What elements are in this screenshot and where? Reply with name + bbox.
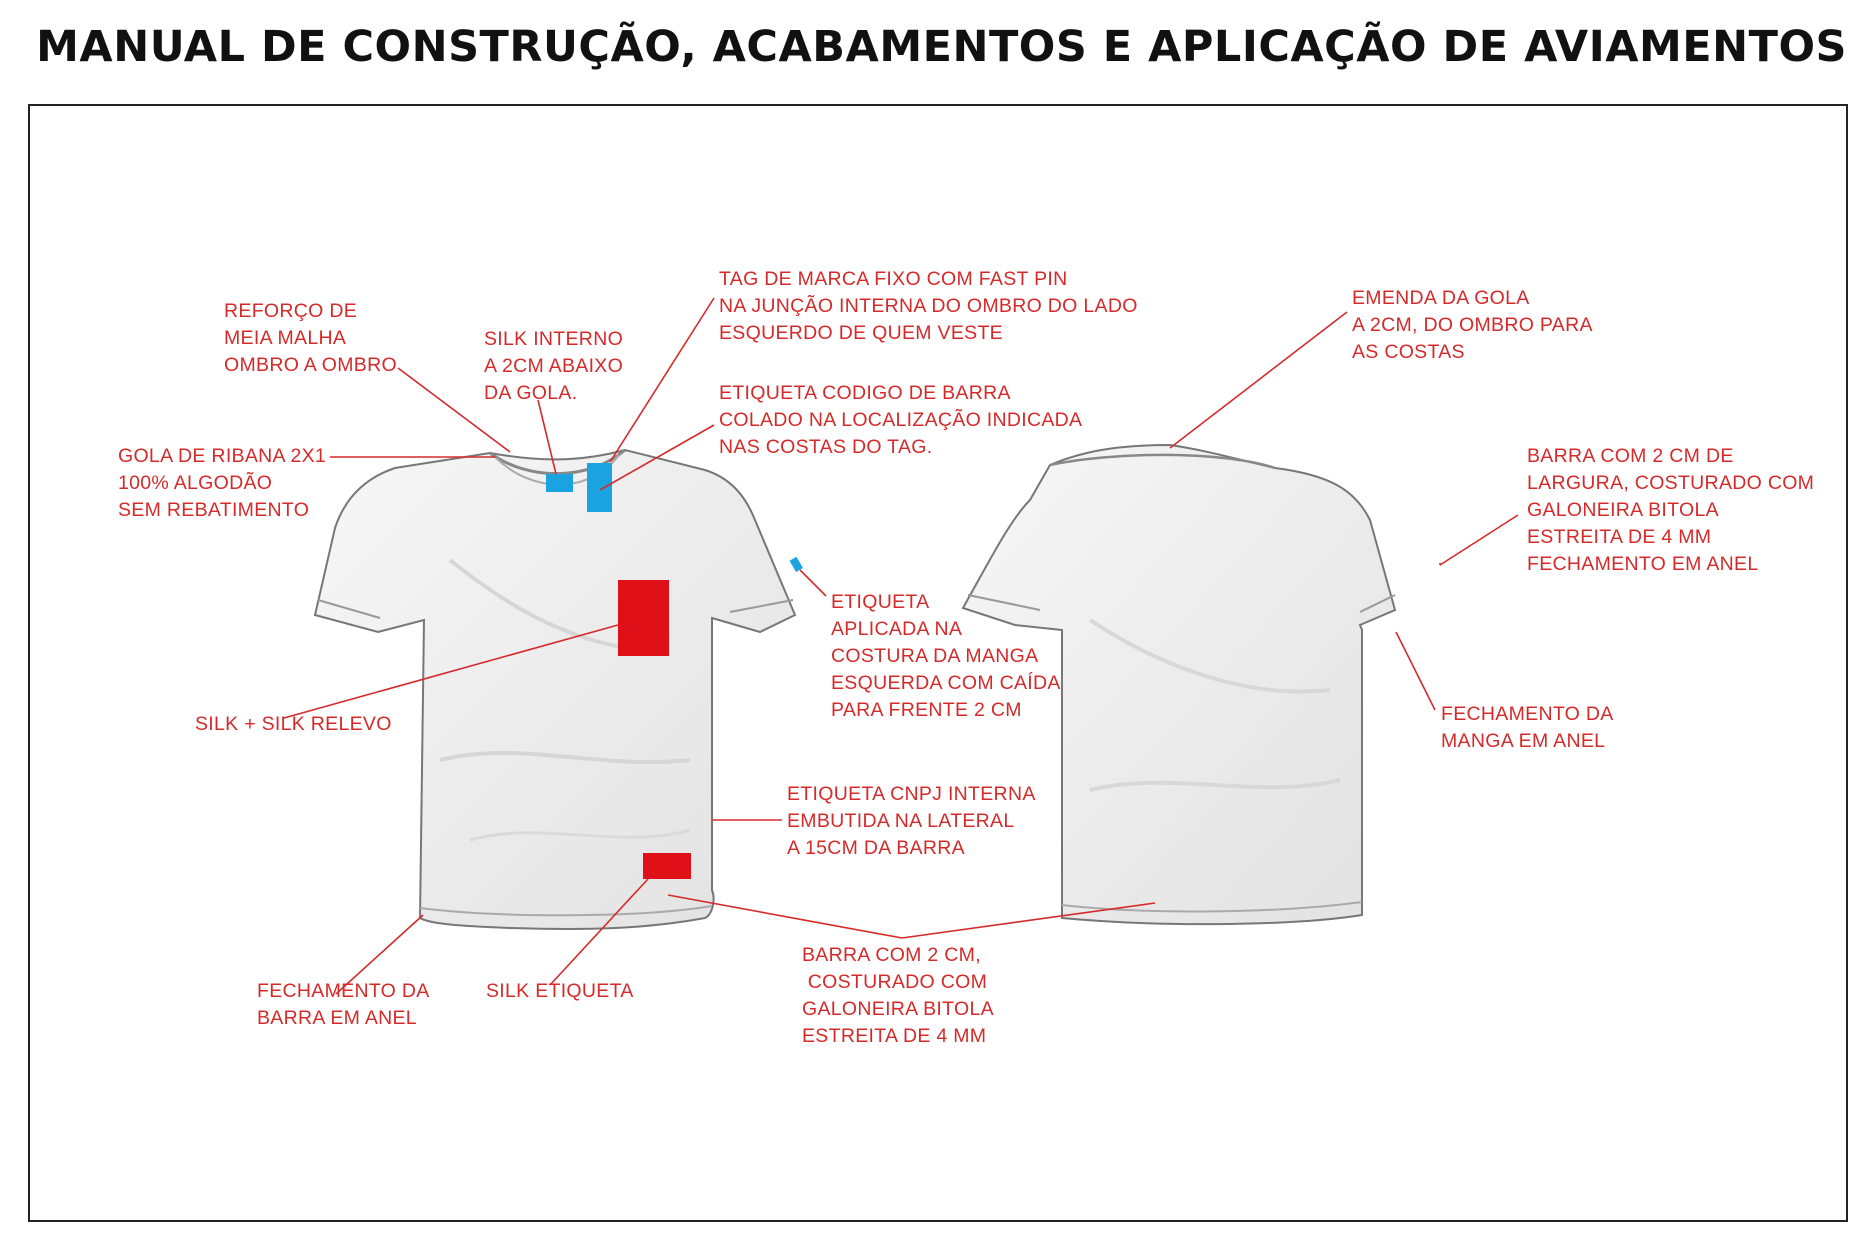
note-etiqueta-codigo: ETIQUETA CODIGO DE BARRA COLADO NA LOCALIZAÇÃO INDICADA NAS COSTAS DO TAG. bbox=[719, 382, 1083, 458]
note-silk-relevo: SILK + SILK RELEVO bbox=[195, 713, 392, 735]
note-fechamento-barra: FECHAMENTO DA BARRA EM ANEL bbox=[257, 980, 430, 1029]
note-barra-manga: BARRA COM 2 CM DE LARGURA, COSTURADO COM GALONEIRA BITOLA ESTREITA DE 4 MM FECHAMENTO EM ANEL bbox=[1527, 445, 1815, 575]
note-tag-marca: TAG DE MARCA FIXO COM FAST PIN NA JUNÇÃO INTERNA DO OMBRO DO LADO ESQUERDO DE QUEM VESTE bbox=[719, 268, 1138, 344]
page-title: MANUAL DE CONSTRUÇÃO, ACABAMENTOS E APLICAÇÃO DE AVIAMENTOS bbox=[36, 22, 1847, 72]
note-fechamento-manga: FECHAMENTO DA MANGA EM ANEL bbox=[1441, 703, 1614, 752]
tag-marca-marker bbox=[587, 463, 612, 512]
silk-etiqueta-marker bbox=[643, 853, 691, 879]
silk-interno-marker bbox=[546, 474, 573, 492]
note-reforco: REFORÇO DE MEIA MALHA OMBRO A OMBRO bbox=[224, 300, 397, 376]
silk-relevo-marker bbox=[618, 580, 669, 656]
etiqueta-manga-marker bbox=[790, 557, 803, 572]
note-etiqueta-cnpj: ETIQUETA CNPJ INTERNA EMBUTIDA NA LATERAL A 15CM DA BARRA bbox=[787, 783, 1036, 859]
note-silk-interno: SILK INTERNO A 2CM ABAIXO DA GOLA. bbox=[484, 328, 624, 404]
note-emenda-gola: EMENDA DA GOLA A 2CM, DO OMBRO PARA AS COSTAS bbox=[1352, 287, 1593, 363]
note-gola: GOLA DE RIBANA 2X1 100% ALGODÃO SEM REBATIMENTO bbox=[118, 445, 327, 521]
note-etiqueta-manga: ETIQUETA APLICADA NA COSTURA DA MANGA ESQUERDA COM CAÍDA PARA FRENTE 2 CM bbox=[831, 591, 1061, 721]
note-barra-front: BARRA COM 2 CM, COSTURADO COM GALONEIRA BITOLA ESTREITA DE 4 MM bbox=[802, 944, 994, 1047]
note-silk-etiqueta: SILK ETIQUETA bbox=[486, 980, 634, 1002]
